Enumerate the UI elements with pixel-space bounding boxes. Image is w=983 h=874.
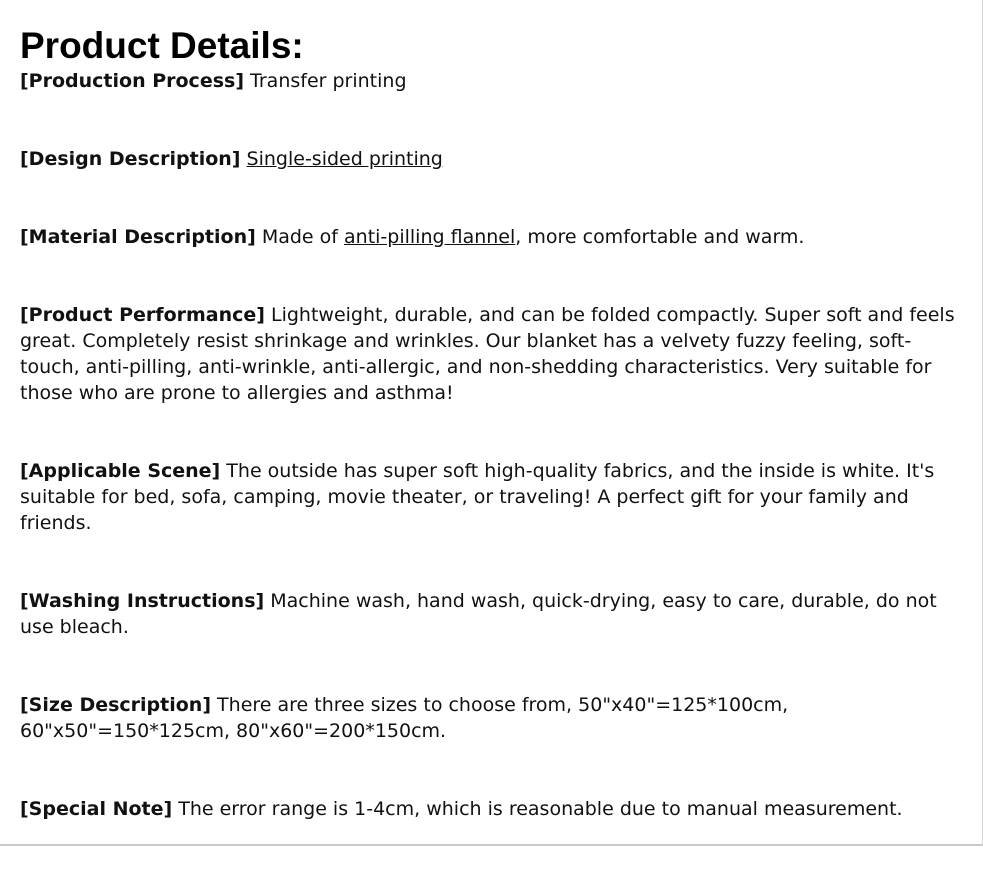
section-text: The outside has super soft high-quality fabrics, and the inside is white. It's suitable for bed, sofa, camping, movie theater, or traveling! A perfect gift for your family and friends. — [20, 460, 935, 534]
design-description-link[interactable]: Single-sided printing — [246, 148, 443, 170]
section-text: There are three sizes to choose from, 50"x40"=125*100cm, 60"x50"=150*125cm, 80"x60"=200*150cm. — [20, 694, 789, 742]
section-applicable-scene — [20, 458, 965, 536]
section-label: [Production Process] — [20, 70, 245, 92]
section-special-note — [20, 796, 965, 822]
section-text: Lightweight, durable, and can be folded compactly. Super soft and feels great. Completely resist shrinkage and wrinkles. Our blanket has a velvety fuzzy feeling, soft-touch, anti-pilling, anti-wrinkle, anti-allergic, and non-shedding characteristics. Very suitable for those who are prone to allergies and asthma! — [20, 304, 955, 404]
section-product-performance — [20, 302, 965, 406]
section-text: Machine wash, hand wash, quick-drying, easy to care, durable, do not use bleach. — [20, 590, 937, 638]
section-text: Transfer printing — [244, 70, 407, 92]
section-label: [Washing Instructions] — [20, 590, 265, 612]
section-label: [Product Performance] — [20, 304, 265, 326]
section-text: Made of — [255, 226, 345, 248]
section-text: The error range is 1-4cm, which is reasonable due to manual measurement. — [172, 798, 903, 820]
section-production-process — [20, 68, 965, 94]
section-label: [Size Description] — [20, 694, 212, 716]
section-label: [Material Description] — [20, 226, 256, 248]
section-label: [Applicable Scene] — [20, 460, 221, 482]
page-title: Product Details: — [20, 25, 304, 66]
product-details — [20, 24, 965, 874]
material-link[interactable]: anti-pilling flannel — [344, 226, 516, 248]
section-label: [Design Description] — [20, 148, 241, 170]
section-text-after: , more comfortable and warm. — [515, 226, 805, 248]
section-material-description — [20, 224, 965, 250]
section-size-description — [20, 692, 965, 744]
section-label: [Special Note] — [20, 798, 173, 820]
section-design-description — [20, 146, 965, 172]
section-washing-instructions — [20, 588, 965, 640]
